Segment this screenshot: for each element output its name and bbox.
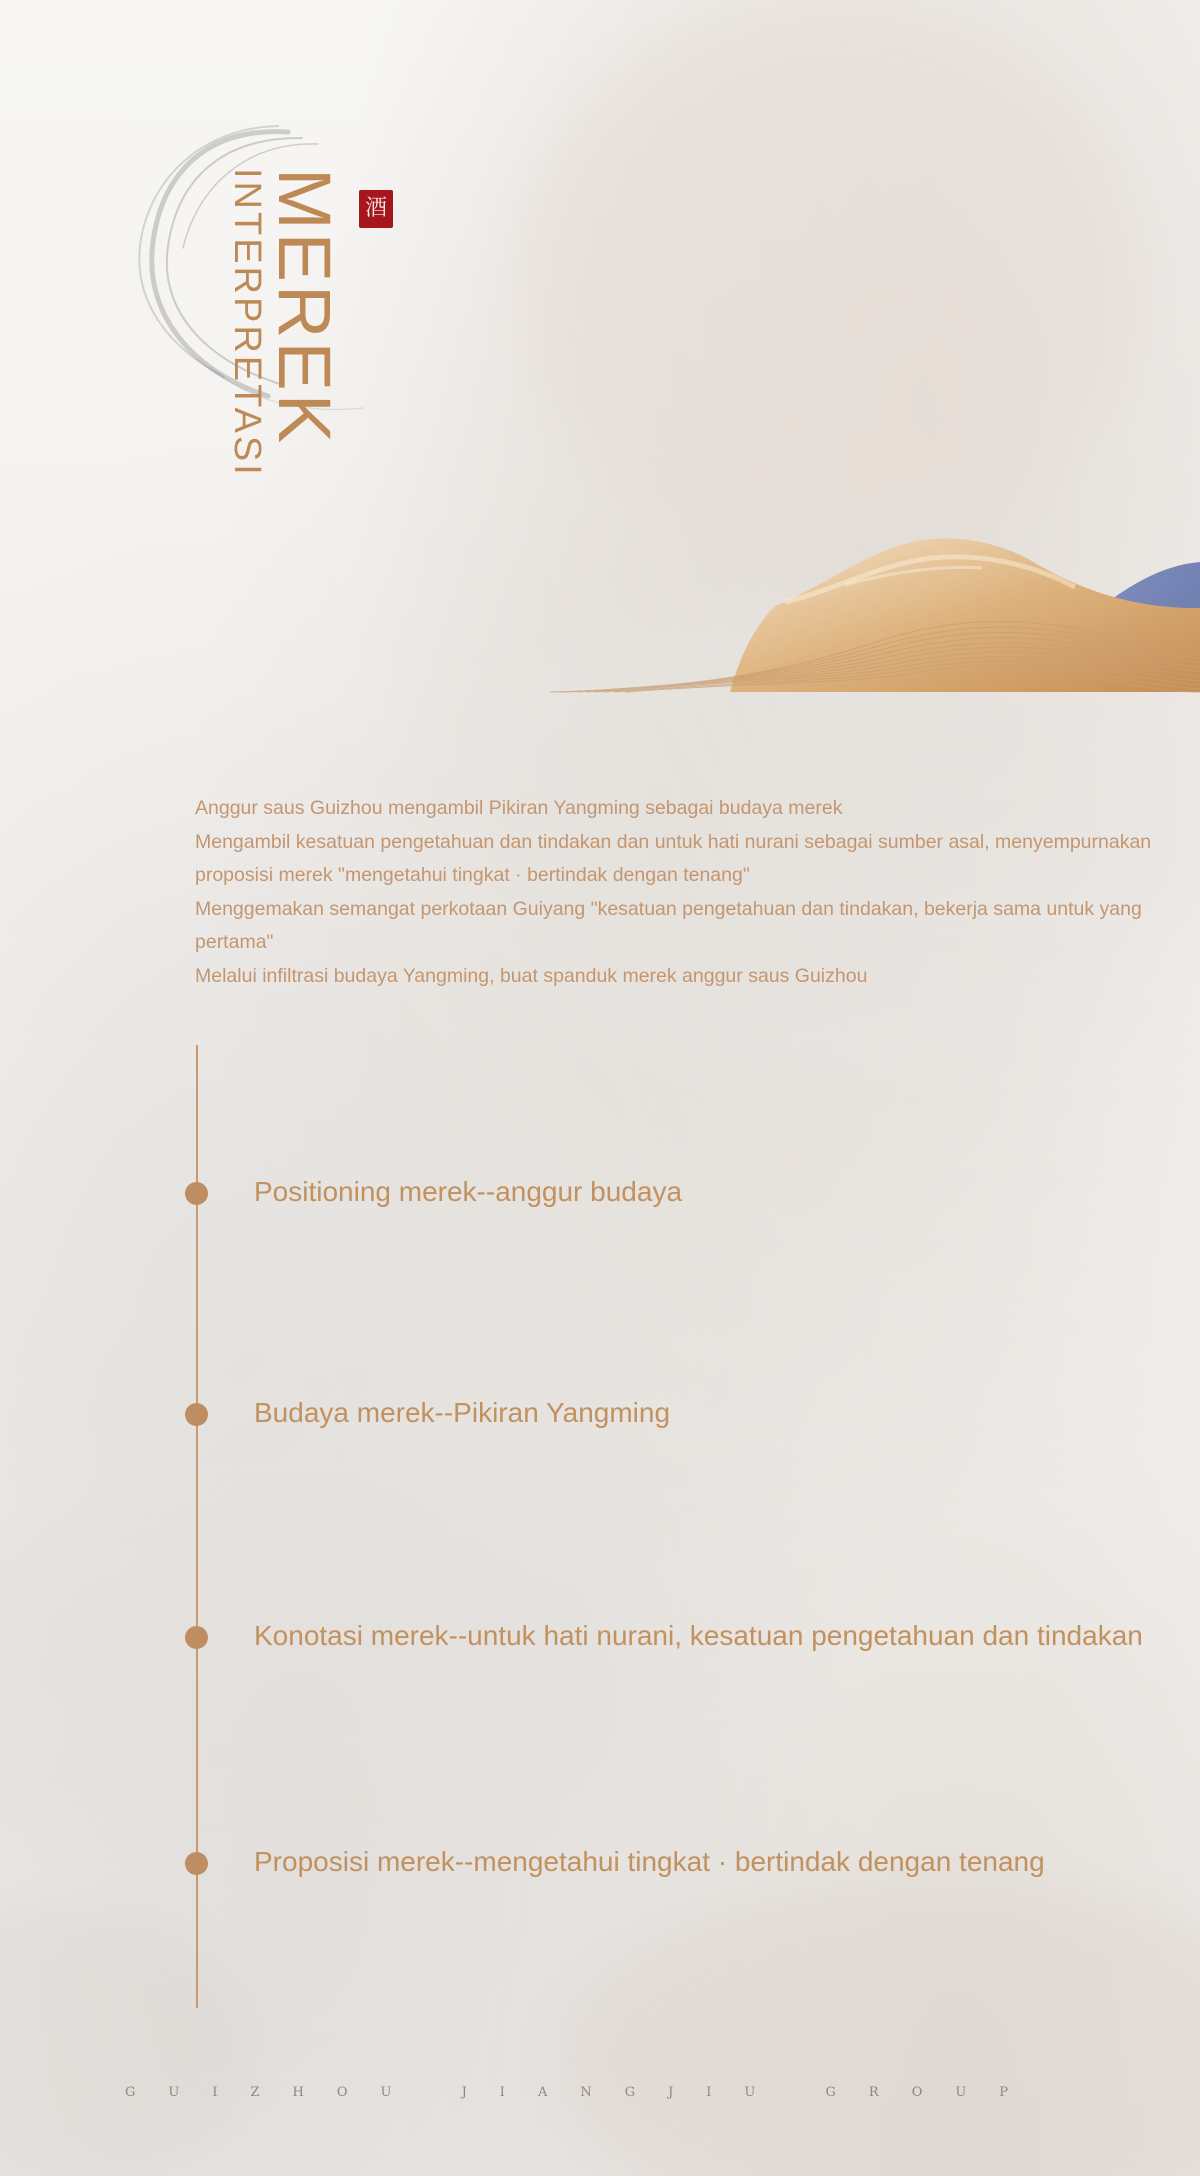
timeline-dot-icon: [185, 1182, 208, 1205]
ink-mist-bottom-left: [0, 1900, 260, 2176]
description-block: [195, 792, 1170, 993]
footer-brand: GUIZHOU JIANGJIU GROUP: [125, 2085, 1042, 2100]
seal-glyph: 酒: [364, 196, 387, 221]
page-title: MEREK: [263, 168, 346, 447]
ink-mist-bottom-right: [560, 1880, 1200, 2176]
ink-mist-lower-left: [0, 1500, 640, 1880]
timeline-item-label: Konotasi merek--untuk hati nurani, kesatuan pengetahuan dan tindakan: [254, 1620, 1143, 1651]
description-line: Mengambil kesatuan pengetahuan dan tindakan dan untuk hati nurani sebagai sumber asal, menyempurnakan proposisi merek "mengetahui tingkat · bertindak dengan tenang": [195, 830, 1152, 886]
timeline-item-label: Budaya merek--Pikiran Yangming: [254, 1397, 671, 1428]
page-subtitle: INTERPRETASI: [226, 168, 268, 478]
description-line: Melalui infiltrasi budaya Yangming, buat spanduk merek anggur saus Guizhou: [195, 964, 868, 987]
ink-mist-top-right: [520, 0, 1140, 560]
timeline-item-label: Proposisi merek--mengetahui tingkat · bertindak dengan tenang: [254, 1846, 1045, 1877]
timeline-dot-icon: [185, 1626, 208, 1649]
timeline-dot-icon: [185, 1852, 208, 1875]
description-line: Anggur saus Guizhou mengambil Pikiran Yangming sebagai budaya merek: [195, 797, 843, 819]
mountain-wave-icon: [550, 520, 1200, 700]
title-block: [205, 168, 385, 548]
timeline-item-label: Positioning merek--anggur budaya: [254, 1176, 683, 1207]
description-line: Menggemakan semangat perkotaan Guiyang "kesatuan pengetahuan dan tindakan, bekerja sama untuk yang pertama": [195, 897, 1142, 953]
timeline-dot-icon: [185, 1403, 208, 1426]
